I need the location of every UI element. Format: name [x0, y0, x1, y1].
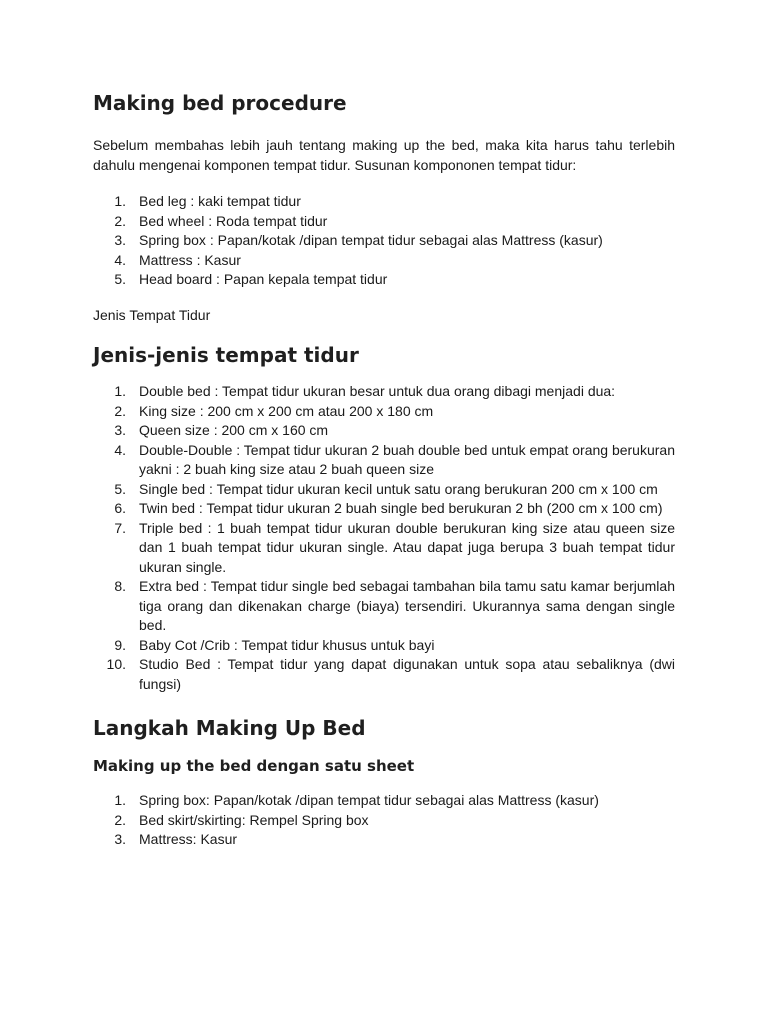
list-item-number: 5. — [114, 480, 126, 497]
list-item-number: 4. — [114, 441, 126, 458]
subheading-satu-sheet: Making up the bed dengan satu sheet — [93, 757, 415, 775]
list-item-text: Extra bed : Tempat tidur single bed sebagai tambahan bila tamu satu kamar berjumlah tiga orang dan dikenakan charge (biaya) tersendiri. Ukurannya sama dengan single bed. — [139, 578, 675, 633]
list-item-number: 7. — [114, 519, 126, 536]
list-item — [93, 192, 675, 212]
list-item — [93, 270, 675, 290]
list-item-text: Queen size : 200 cm x 160 cm — [139, 422, 329, 438]
heading-langkah-making-up-bed: Langkah Making Up Bed — [93, 716, 366, 740]
bed-components-list — [93, 192, 675, 290]
list-item-number: 4. — [114, 251, 126, 268]
list-item — [93, 811, 675, 831]
list-item-number: 8. — [114, 578, 126, 594]
heading-jenis-jenis-tempat-tidur: Jenis-jenis tempat tidur — [93, 343, 359, 367]
list-item — [93, 577, 675, 636]
list-item-number: 2. — [114, 402, 126, 419]
list-item-number: 6. — [114, 500, 126, 516]
list-item-text: King size : 200 cm x 200 cm atau 200 x 180 cm — [139, 402, 434, 419]
list-item — [93, 402, 675, 422]
list-item — [93, 830, 675, 850]
list-item — [93, 212, 675, 232]
heading-making-bed-procedure: Making bed procedure — [93, 91, 347, 115]
list-item-text: Baby Cot /Crib : Tempat tidur khusus untuk bayi — [139, 636, 435, 653]
list-item — [93, 636, 675, 656]
list-item — [93, 519, 675, 578]
list-item-text: Mattress: Kasur — [139, 831, 238, 847]
list-item-number: 2. — [114, 212, 126, 229]
list-item-text: Double bed : Tempat tidur ukuran besar untuk dua orang dibagi menjadi dua: — [139, 383, 616, 399]
list-item — [93, 441, 675, 480]
jenis-tempat-tidur-text: Jenis Tempat Tidur — [93, 306, 211, 323]
list-item-number: 1. — [114, 792, 126, 808]
list-item-text: Bed skirt/skirting: Rempel Spring box — [139, 811, 369, 828]
list-item-text: Spring box: Papan/kotak /dipan tempat tidur sebagai alas Mattress (kasur) — [139, 792, 599, 808]
list-item — [93, 499, 675, 519]
list-item-number: 9. — [114, 636, 126, 653]
intro-paragraph: Sebelum membahas lebih jauh tentang making up the bed, maka kita harus tahu terlebih dahulu mengenai komponen tempat tidur. Susunan kompononen tempat tidur: — [93, 137, 675, 173]
list-item-text: Triple bed : 1 buah tempat tidur ukuran double berukuran king size atau queen size dan 1 buah tempat tidur ukuran single. Atau dapat juga berupa 3 buah tempat tidur ukuran single. — [139, 519, 675, 575]
list-item-number: 1. — [114, 383, 126, 399]
list-item-text: Spring box : Papan/kotak /dipan tempat tidur sebagai alas Mattress (kasur) — [139, 232, 603, 248]
bed-types-list — [93, 382, 675, 694]
list-item-number: 1. — [114, 193, 126, 209]
list-item — [93, 791, 675, 811]
list-item-number: 2. — [114, 811, 126, 828]
list-item-text: Mattress : Kasur — [139, 251, 241, 268]
list-item-number: 10. — [106, 656, 126, 672]
list-item — [93, 421, 675, 441]
list-item-number: 3. — [114, 422, 126, 438]
list-item-text: Double-Double : Tempat tidur ukuran 2 buah double bed untuk empat orang berukuran yakni : 2 buah king size atau 2 buah queen size — [139, 441, 675, 477]
list-item — [93, 480, 675, 500]
making-up-steps-list — [93, 791, 675, 850]
list-item-text: Studio Bed : Tempat tidur yang dapat digunakan untuk sopa atau sebaliknya (dwi fungsi) — [139, 656, 675, 692]
list-item — [93, 382, 675, 402]
list-item-text: Twin bed : Tempat tidur ukuran 2 buah single bed berukuran 2 bh (200 cm x 100 cm) — [139, 500, 663, 516]
list-item-text: Bed wheel : Roda tempat tidur — [139, 212, 328, 229]
list-item-number: 3. — [114, 232, 126, 248]
list-item-number: 3. — [114, 831, 126, 847]
list-item — [93, 251, 675, 271]
list-item-number: 5. — [114, 271, 126, 287]
list-item-text: Bed leg : kaki tempat tidur — [139, 193, 301, 209]
list-item-text: Head board : Papan kepala tempat tidur — [139, 271, 388, 287]
list-item — [93, 655, 675, 694]
list-item-text: Single bed : Tempat tidur ukuran kecil untuk satu orang berukuran 200 cm x 100 cm — [139, 480, 658, 497]
list-item — [93, 231, 675, 251]
